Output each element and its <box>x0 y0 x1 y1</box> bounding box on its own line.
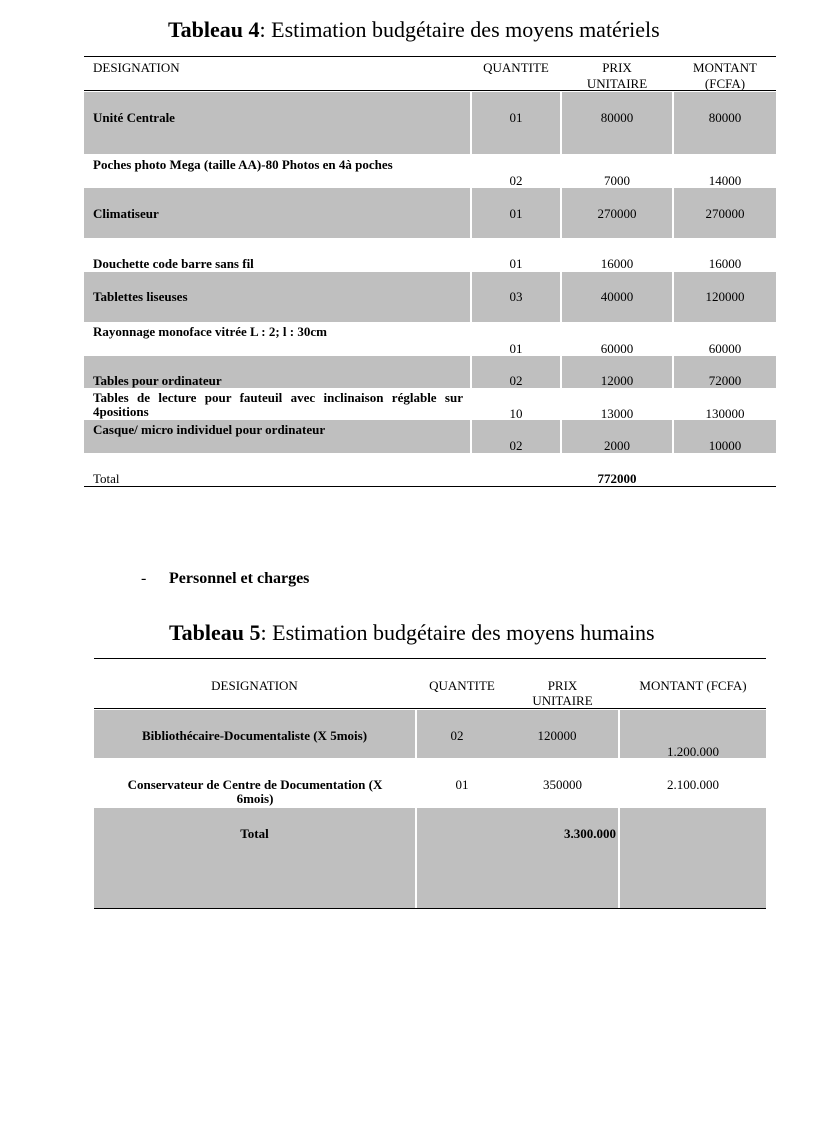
table4-header-designation: DESIGNATION <box>93 60 180 75</box>
table4-row4-designation: Douchette code barre sans fil <box>93 256 254 271</box>
table5-row1-montant: 1.200.000 <box>667 744 719 759</box>
table4-row4-prix: 16000 <box>600 256 634 271</box>
table4-header-rule <box>84 90 776 91</box>
table4-caption <box>168 17 660 43</box>
table4-row8-montant: 130000 <box>705 406 745 421</box>
table4-row7-quantite: 02 <box>509 373 523 388</box>
table4-row1-prix: 80000 <box>600 110 634 125</box>
table4-row1-montant: 80000 <box>708 110 742 125</box>
table5-header-quantite: QUANTITE <box>429 678 495 693</box>
table4-row3-prix: 270000 <box>597 206 637 221</box>
table4-row5-montant: 120000 <box>705 289 745 304</box>
table4-row9-quantite: 02 <box>509 438 523 453</box>
table4-row6-prix: 60000 <box>600 341 634 356</box>
table4-row3-montant: 270000 <box>705 206 745 221</box>
table4-header-montant-1: MONTANT <box>693 60 757 75</box>
table5-bottom-rule <box>94 908 766 909</box>
table4-total-label: Total <box>93 471 120 486</box>
table5-row2-montant: 2.100.000 <box>667 777 719 792</box>
table5-total-label: Total <box>240 826 269 841</box>
table4-row5-prix: 40000 <box>600 289 634 304</box>
table4-row8-designation: Tables de lecture pour fauteuil avec inclinaison réglable sur 4positions <box>93 390 463 419</box>
table5-row1-quantite: 02 <box>450 728 464 743</box>
table4-row4-quantite: 01 <box>509 256 523 271</box>
table5-caption <box>169 620 655 646</box>
table5-header-rule <box>94 708 766 709</box>
table4-row6-designation: Rayonnage monoface vitrée L : 2; l : 30cm <box>93 324 327 339</box>
table4-row3-quantite: 01 <box>509 206 523 221</box>
table4-row2-quantite: 02 <box>509 173 523 188</box>
table4-row1-designation: Unité Centrale <box>93 110 175 125</box>
table4-row2-montant: 14000 <box>708 173 742 188</box>
table4-row7-prix: 12000 <box>600 373 634 388</box>
section-bullet: - <box>141 570 147 587</box>
table4-total-value: 772000 <box>597 471 637 486</box>
table4-bottom-rule <box>84 486 776 487</box>
table4-row4-montant: 16000 <box>708 256 742 271</box>
table4-row8-prix: 13000 <box>600 406 634 421</box>
table4-header-montant-2: (FCFA) <box>704 76 746 91</box>
table4-header-prix-2: UNITAIRE <box>586 76 648 91</box>
table4-row7-designation: Tables pour ordinateur <box>93 373 222 388</box>
table5-col-sep-2 <box>618 710 620 908</box>
table4-caption-label: Tableau 4 <box>168 17 260 42</box>
table4-row5-quantite: 03 <box>509 289 523 304</box>
table4-header-prix-1: PRIX <box>602 60 632 75</box>
table4-row9-montant: 10000 <box>708 438 742 453</box>
table4-row9-prix: 2000 <box>604 438 630 453</box>
table4-row6-montant: 60000 <box>708 341 742 356</box>
table5-header-montant: MONTANT (FCFA) <box>639 678 747 693</box>
table5-total-value: 3.300.000 <box>564 826 616 841</box>
table5-band-total <box>94 808 766 908</box>
table5-top-rule <box>94 658 766 659</box>
table4-row6-quantite: 01 <box>509 341 523 356</box>
table4-top-rule <box>84 56 776 57</box>
table5-header-prix-2: UNITAIRE <box>532 693 593 708</box>
table5-row2-prix: 350000 <box>543 777 582 792</box>
table5-header-prix-1: PRIX <box>547 678 578 693</box>
table4-row2-designation: Poches photo Mega (taille AA)-80 Photos en 4à poches <box>93 157 393 172</box>
table5-caption-text: : Estimation budgétaire des moyens humains <box>260 620 655 645</box>
table5-caption-label: Tableau 5 <box>169 620 261 645</box>
table4-caption-text: : Estimation budgétaire des moyens matériels <box>259 17 660 42</box>
table4-row1-quantite: 01 <box>509 110 523 125</box>
table4-row7-montant: 72000 <box>708 373 742 388</box>
table4-row8-quantite: 10 <box>509 406 523 421</box>
table5-header-designation: DESIGNATION <box>211 678 298 693</box>
table4-row2-prix: 7000 <box>604 173 630 188</box>
table4-row5-designation: Tablettes liseuses <box>93 289 188 304</box>
section-title: Personnel et charges <box>169 570 310 587</box>
table5-row2-quantite: 01 <box>455 777 469 792</box>
table4-row9-designation: Casque/ micro individuel pour ordinateur <box>93 422 326 437</box>
table5-row2-designation: Conservateur de Centre de Documentation (X 6mois) <box>127 777 383 806</box>
table5-row1-prix: 120000 <box>537 728 577 743</box>
table5-row1-designation: Bibliothécaire-Documentaliste (X 5mois) <box>141 728 368 743</box>
table4-header-quantite: QUANTITE <box>483 60 549 75</box>
table4-row3-designation: Climatiseur <box>93 206 159 221</box>
